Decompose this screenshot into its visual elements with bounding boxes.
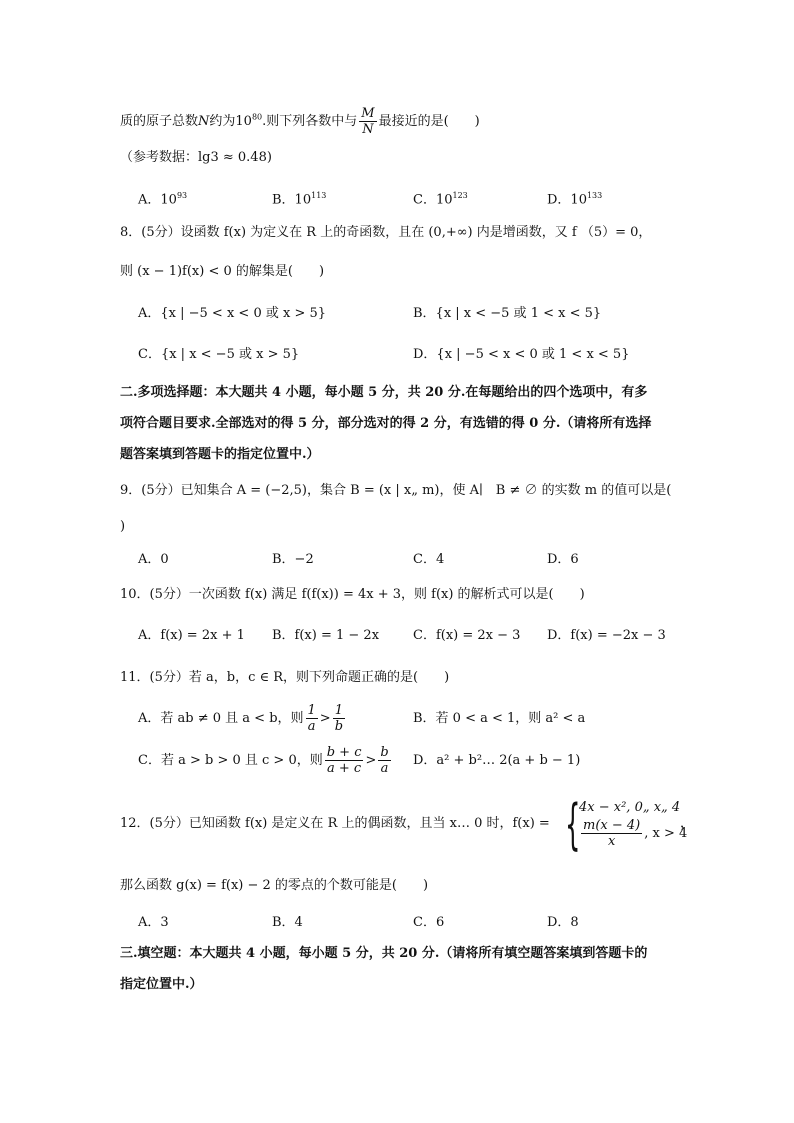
q10-option-a: A．f(x) = 2x + 1 — [138, 628, 245, 643]
q10-option-d: D．f(x) = −2x − 3 — [547, 628, 666, 643]
q12-trailing-comma: ， — [680, 816, 694, 831]
q10-option-b: B．f(x) = 1 − 2x — [272, 628, 380, 643]
q11-option-c: C．若 a > b > 0 且 c > 0，则 $\frac{b + c}{a + c}$ > $\frac{b}{a}$ — [138, 745, 389, 776]
q9-line2: ) — [120, 519, 126, 534]
q8-option-a: A．{x | −5 < x < 0 或 x > 5} — [138, 306, 327, 321]
q8-line1: 8．(5分）设函数 f(x) 为定义在 R 上的奇函数，且在 (0,+∞) 内是增函数，又 f （5）= 0， — [120, 225, 652, 240]
q12-line2: 那么函数 g(x) = f(x) − 2 的零点的个数可能是( ) — [120, 878, 429, 893]
q9-option-d: D．6 — [547, 552, 579, 567]
q7-option-a: A．$10^{93}$ — [138, 191, 188, 208]
q9-option-b: B．−2 — [272, 552, 314, 567]
q7-option-c: C．$10^{123}$ — [413, 191, 468, 208]
q7-option-d: D．$10^{133}$ — [547, 191, 603, 208]
section2-line2: 项符合题目要求.全部选对的得 5 分，部分选对的得 2 分，有选错的得 0 分.（请将所有选择 — [120, 416, 652, 431]
q12-option-d: D．8 — [547, 915, 579, 930]
q7-fraction: $\frac{M}{N}$ — [361, 106, 375, 137]
q8-line2: 则 (x − 1)f(x) < 0 的解集是( ) — [120, 264, 325, 279]
q11-option-d: D．a² + b²… 2(a + b − 1) — [413, 753, 581, 768]
q7-ref-data: （参考数据：lg3 ≈ 0.48) — [120, 150, 272, 165]
q8-option-d: D．{x | −5 < x < 0 或 1 < x < 5} — [413, 347, 630, 362]
q11-option-b: B．若 0 < a < 1，则 a² < a — [413, 711, 586, 726]
section2-line3: 题答案填到答题卡的指定位置中.） — [120, 447, 320, 462]
q12-line1: 12．(5分）已知函数 f(x) 是定义在 R 上的偶函数，且当 x… 0 时，f(x) = — [120, 816, 550, 831]
q8-option-b: B．{x | x < −5 或 1 < x < 5} — [413, 306, 602, 321]
q7-line1: 质的原子总数N约为$10^{80}$.则下列各数中与 $\frac{M}{N}$ 最接近的是( ) — [120, 106, 480, 137]
q12-option-b: B．4 — [272, 915, 303, 930]
q7-option-b: B．$10^{113}$ — [272, 191, 327, 208]
q9-option-a: A．0 — [138, 552, 169, 567]
q10-line1: 10．(5分）一次函数 f(x) 满足 f(f(x)) = 4x + 3，则 f(x) 的解析式可以是( ) — [120, 587, 585, 602]
section2-line1: 二.多项选择题：本大题共 4 小题，每小题 5 分，共 20 分.在每题给出的四个选项中，有多 — [120, 385, 648, 400]
q12-option-c: C．6 — [413, 915, 445, 930]
section3-line1: 三.填空题：本大题共 4 小题，每小题 5 分，共 20 分.（请将所有填空题答案填到答题卡的 — [120, 946, 648, 961]
q8-option-c: C．{x | x < −5 或 x > 5} — [138, 347, 300, 362]
q9-line1: 9．(5分）已知集合 A = (−2,5)，集合 B = (x | x„ m)，使 A∣ B ≠ ∅ 的实数 m 的值可以是( — [120, 483, 672, 498]
q9-option-c: C．4 — [413, 552, 445, 567]
q12-option-a: A．3 — [138, 915, 169, 930]
section3-line2: 指定位置中.） — [120, 977, 203, 992]
q11-option-a: A．若 ab ≠ 0 且 a < b，则 $\frac{1}{a}$ > $\frac{1}{b}$ — [138, 703, 344, 734]
q11-line1: 11．(5分）若 a，b，c ∈ R，则下列命题正确的是( ) — [120, 670, 450, 685]
q12-piecewise: { 4x − x², 0„ x„ 4 $\frac{m(x - 4)}{x}$ , x > 4 — [565, 793, 688, 856]
q10-option-c: C．f(x) = 2x − 3 — [413, 628, 521, 643]
